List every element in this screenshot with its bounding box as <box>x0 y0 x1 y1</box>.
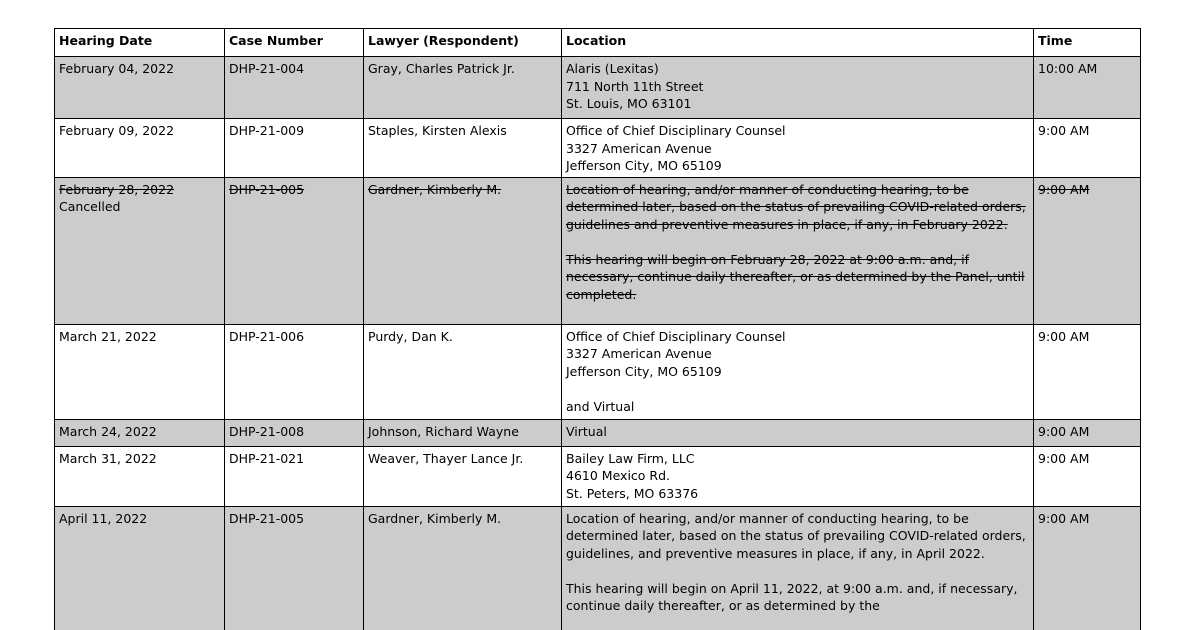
hearing-time <box>1034 177 1141 324</box>
header-time: Time <box>1034 29 1141 57</box>
case-number <box>225 177 364 324</box>
cancelled-time: 9:00 AM <box>1038 181 1090 197</box>
location-line: St. Peters, MO 63376 <box>566 485 699 501</box>
table-row <box>55 446 1141 506</box>
hearing-date: February 09, 2022 <box>55 119 225 178</box>
header-row <box>55 29 1141 57</box>
paragraph-gap <box>566 562 1029 580</box>
table-row <box>55 324 1141 419</box>
lawyer-name: Gray, Charles Patrick Jr. <box>364 57 562 119</box>
header-location: Location <box>562 29 1034 57</box>
case-number: DHP-21-009 <box>225 119 364 178</box>
location-line: and Virtual <box>566 398 635 414</box>
lawyer-name <box>364 177 562 324</box>
lawyer-name: Gardner, Kimberly M. <box>364 506 562 630</box>
hearing-time: 9:00 AM <box>1034 419 1141 446</box>
location <box>562 446 1034 506</box>
location-line: Alaris (Lexitas) <box>566 61 659 76</box>
case-number: DHP-21-004 <box>225 57 364 119</box>
location-line: St. Louis, MO 63101 <box>566 96 692 111</box>
location-line: 3327 American Avenue <box>566 140 712 156</box>
header-lawyer: Lawyer (Respondent) <box>364 29 562 57</box>
hearing-date: March 31, 2022 <box>55 446 225 506</box>
cancelled-lawyer: Gardner, Kimberly M. <box>368 181 502 197</box>
table-row-cancelled <box>55 177 1141 324</box>
hearing-time: 9:00 AM <box>1034 119 1141 178</box>
lawyer-name: Purdy, Dan K. <box>364 324 562 419</box>
location-line: Bailey Law Firm, LLC <box>566 450 695 466</box>
location <box>562 177 1034 324</box>
location-paragraph: This hearing will begin on April 11, 2022, at 9:00 a.m. and, if necessary, continue daily thereafter, or as determined by the <box>566 580 1018 613</box>
location <box>562 119 1034 178</box>
location-line: 711 North 11th Street <box>566 78 704 94</box>
location-line: Jefferson City, MO 65109 <box>566 363 722 379</box>
hearing-schedule <box>54 28 1140 630</box>
location-line: Jefferson City, MO 65109 <box>566 158 722 173</box>
hearing-date: March 24, 2022 <box>55 419 225 446</box>
hearing-date <box>55 177 225 324</box>
hearing-date: April 11, 2022 <box>55 506 225 630</box>
location-line: 3327 American Avenue <box>566 346 712 361</box>
hearing-time: 9:00 AM <box>1034 324 1141 419</box>
location-line: Virtual <box>566 423 607 439</box>
table-row <box>55 57 1141 119</box>
cancelled-date: February 28, 2022 <box>59 181 175 197</box>
hearing-date: February 04, 2022 <box>55 57 225 119</box>
table-row <box>55 506 1141 630</box>
lawyer-name: Johnson, Richard Wayne <box>364 419 562 446</box>
location-paragraph: Location of hearing, and/or manner of conducting hearing, to be determined later, based on the status of prevailing COVID-related orders, guidelines, and preventive measures in place, if any, in April 2022. <box>566 510 1026 561</box>
case-number: DHP-21-006 <box>225 324 364 419</box>
location <box>562 324 1034 419</box>
location-line: Office of Chief Disciplinary Counsel <box>566 123 786 138</box>
paragraph-gap <box>566 233 1029 251</box>
hearing-date: March 21, 2022 <box>55 324 225 419</box>
hearing-time: 9:00 AM <box>1034 446 1141 506</box>
lawyer-name: Staples, Kirsten Alexis <box>364 119 562 178</box>
table-row <box>55 419 1141 446</box>
cancelled-case-number: DHP-21-005 <box>229 181 305 197</box>
hearing-time: 10:00 AM <box>1034 57 1141 119</box>
hearing-table <box>54 28 1141 630</box>
case-number: DHP-21-005 <box>225 506 364 630</box>
location-paragraph: This hearing will begin on February 28, 2022 at 9:00 a.m. and, if necessary, continue daily thereafter, or as determined by the Panel, until completed. <box>566 251 1025 302</box>
case-number: DHP-21-021 <box>225 446 364 506</box>
hearing-time: 9:00 AM <box>1034 506 1141 630</box>
location <box>562 57 1034 119</box>
location <box>562 506 1034 630</box>
paragraph-gap <box>566 380 1029 398</box>
location-line: 4610 Mexico Rd. <box>566 468 670 483</box>
header-hearing-date: Hearing Date <box>55 29 225 57</box>
status-cancelled: Cancelled <box>59 199 121 214</box>
lawyer-name: Weaver, Thayer Lance Jr. <box>364 446 562 506</box>
location <box>562 419 1034 446</box>
table-row <box>55 119 1141 178</box>
location-line: Office of Chief Disciplinary Counsel <box>566 328 786 344</box>
location-paragraph: Location of hearing, and/or manner of conducting hearing, to be determined later, based on the status of prevailing COVID-related orders, guidelines and preventive measures in place, if any, in February 2022. <box>566 181 1026 232</box>
header-case-number: Case Number <box>225 29 364 57</box>
case-number: DHP-21-008 <box>225 419 364 446</box>
